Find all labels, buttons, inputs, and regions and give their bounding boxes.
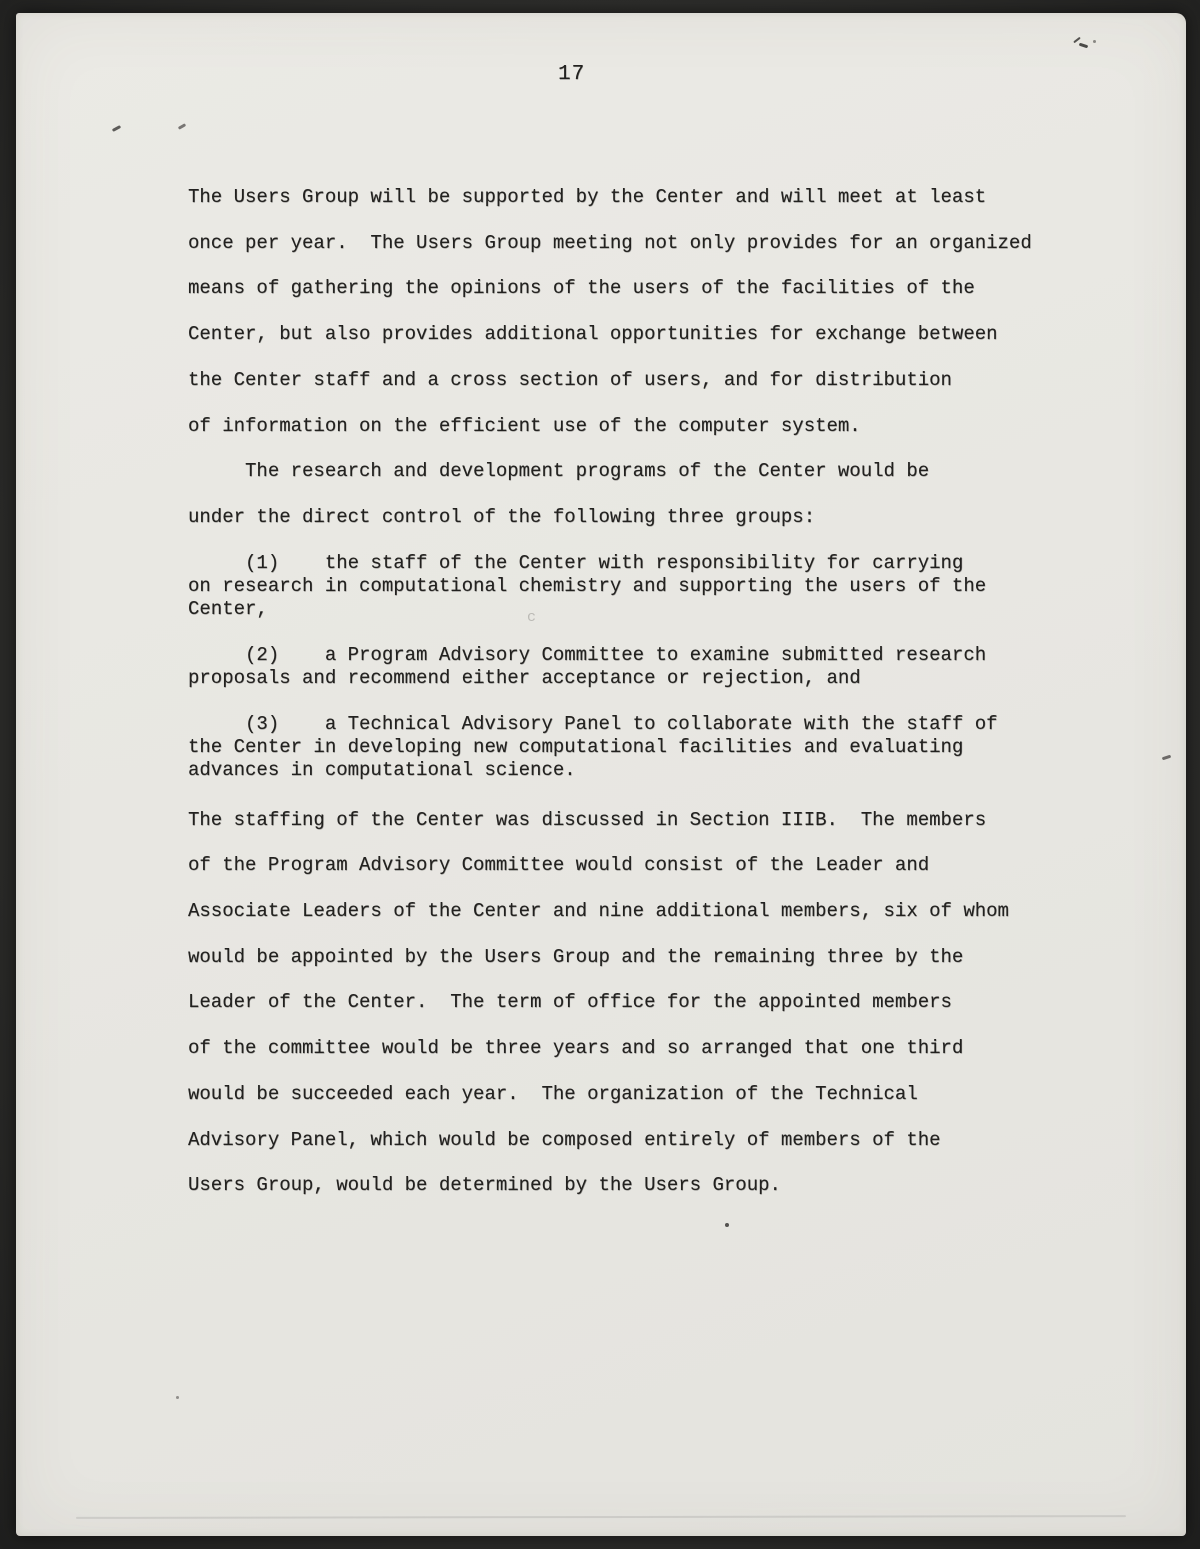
text-line: proposals and recommend either acceptance or rejection, and (188, 666, 861, 689)
paragraph (188, 175, 1148, 449)
numbered-item (188, 644, 1148, 690)
numbered-item (188, 552, 1148, 621)
text-line: under the direct control of the following three groups: (188, 505, 816, 528)
text-line: advances in computational science. (188, 758, 576, 781)
text-line: The Users Group will be supported by the Center and will meet at least (188, 186, 987, 208)
text-line: The staffing of the Center was discussed in Section IIIB. The members (188, 808, 987, 831)
scanned-document-page (16, 13, 1186, 1536)
text-line: Center, but also provides additional opportunities for exchange between (188, 323, 998, 346)
text-line: on research in computational chemistry and supporting the users of the (188, 574, 987, 597)
scan-speck (176, 1396, 179, 1399)
scan-speck (112, 125, 121, 132)
page-number: 17 (558, 63, 586, 86)
document-body (188, 175, 1148, 1209)
scan-speck (1162, 755, 1171, 761)
scan-speck (1093, 40, 1096, 43)
text-line: (3) a Technical Advisory Panel to collaborate with the staff of (188, 712, 998, 735)
text-line: Users Group, would be determined by the Users Group. (188, 1174, 781, 1197)
text-line: (2) a Program Advisory Committee to examine submitted research (188, 643, 987, 666)
text-line: The research and development programs of the Center would be (188, 460, 930, 483)
text-line: (1) the staff of the Center with responsibility for carrying (188, 551, 964, 574)
scan-speck (725, 1223, 729, 1227)
scan-speck (76, 1515, 1126, 1519)
text-line: would be succeeded each year. The organization of the Technical (188, 1082, 918, 1105)
text-line: would be appointed by the Users Group and the remaining three by the (188, 945, 964, 968)
text-line: once per year. The Users Group meeting not only provides for an organized (188, 231, 1032, 254)
text-line: Advisory Panel, which would be composed entirely of members of the (188, 1128, 941, 1151)
paragraph (188, 449, 1148, 540)
text-line: Leader of the Center. The term of office for the appointed members (188, 991, 952, 1014)
scan-speck: c (527, 609, 537, 626)
text-line: of the Program Advisory Committee would consist of the Leader and (188, 854, 930, 877)
text-line: means of gathering the opinions of the users of the facilities of the (188, 277, 975, 300)
text-line: the Center in developing new computational facilities and evaluating (188, 735, 964, 758)
text-line: of information on the efficient use of the computer system. (188, 414, 861, 437)
scan-speck (1079, 43, 1088, 49)
numbered-item (188, 713, 1148, 782)
text-line: Center, (188, 597, 268, 620)
text-line: the Center staff and a cross section of users, and for distribution (188, 368, 952, 391)
text-line: Associate Leaders of the Center and nine additional members, six of whom (188, 900, 1009, 923)
scan-speck (178, 123, 186, 130)
text-line: of the committee would be three years and so arranged that one third (188, 1037, 964, 1060)
paragraph (188, 798, 1148, 1209)
